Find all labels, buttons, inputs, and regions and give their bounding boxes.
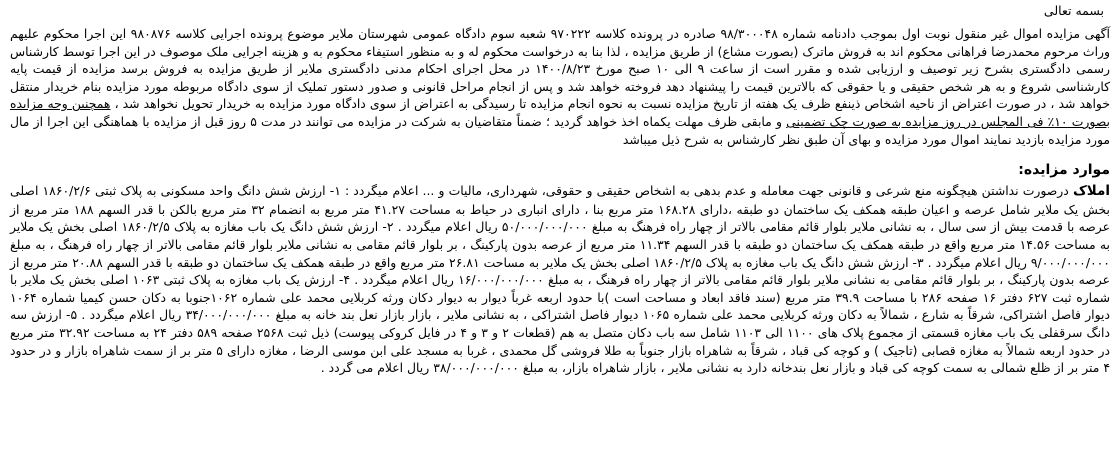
- intro-underlined-text: همچنین وجه مزایده بصورت ۱۰٪ فی المجلس در روز مزایده به صورت چک تضمینی: [10, 96, 1110, 129]
- auction-items-paragraph: [10, 182, 1110, 377]
- section-title: موارد مزایده:: [1018, 162, 1110, 179]
- intro-paragraph: [10, 25, 1110, 148]
- intro-text-part2: و مابقی ظرف مهلت یکماه اخذ خواهد گردید ؛ ضمناً متقاضیان به شرکت در مزایده می توانند در مدت ۵ روز قبل از مزایده با هماهنگی این اجرا از مال مورد مزایده بازدید نمایند اموال مورد مزایده و بهای آن طبق نظر کارشناس به شرح ذیل میباشد: [10, 113, 1110, 147]
- auction-items-text: درصورت نداشتن هیچگونه منع شرعی و قانونی جهت معامله و عدم بدهی به اشخاص حقیقی و حقوقی، شهرداری، مالیات و ... اعلام میگردد : ۱- ارزش شش دانگ واحد مسکونی به پلاک ثبتی ۱۸۶۰/۲/۶ اصلی بخش یک ملایر شامل عرصه و اعیان طبقه همکف یک ساختمان دو طبقه ،دارای ۱۶۸.۲۸ متر مربع بنا ، دارای انباری در حیاط به مساحت ۴۱.۲۷ متر مربع به انضمام ۳۲ متر مربع بالکن با قدر السهم ۱۸۸ متر مربع از عرصه با قدمت بیش از سی سال ، به نشانی ملایر بلوار قائم مقامی بالاتر از چهار راه فرهنگ به مبلغ ۵۰/۰۰۰/۰۰۰/۰۰۰ ریال اعلام میگردد . ۲- ارزش شش دانگ یک باب مغازه به پلاک ۱۸۶۰/۲/۵ اصلی بخش یک ملایر به مساحت ۱۴.۵۶ متر مربع واقع در طبقه همکف یک ساختمان دو طبقه با قدر السهم ۱۱.۳۴ متر مربع از عرصه بدون پارکینگ ، بر بلوار قائم مقامی به نشانی ملایر بلوار قائم مقامی بالاتر از چهار راه فرهنگ ، به مبلغ ۹/۰۰۰/۰۰۰/۰۰۰ ریال اعلام میگردد . ۳- ارزش شش دانگ یک باب مغازه به پلاک ۱۸۶۰/۲/۵ اصلی بخش یک ملایر به مساحت ۲۶.۸۱ متر مربع واقع در طبقه همکف یک ساختمان دو طبقه با قدر السهم ۲۰.۸۸ متر مربع از عرصه بدون پارکینگ ، بر بلوار قائم مقامی به نشانی ملایر بلوار قائم مقامی بالاتر از چهار راه فرهنگ ، به مبلغ ۱۶/۰۰۰/۰۰۰/۰۰۰ ریال اعلام میگردد . ۴- ارزش یک باب مغازه به پلاک ثبتی ۱۰۶۳ اصلی بخش یک ملایر با شماره ثبت ۶۲۷ دفتر ۱۶ صفحه ۲۸۶ با مساحت ۳۹.۹ متر مربع (سند فاقد ابعاد و مساحت است )با حدود اربعه غرباً دیوار به دیوار دکان ورثه کربلایی محمد علی شماره ۱۰۶۲جنوبا به دکان حسن کیمیا شماره ۱۰۶۴ دیوار فاصل اشتراکی، شرقاً به شارع ، شمالاً به دکان ورثه کربلایی محمد علی شماره ۱۰۶۵ دیوار فاصل اشتراکی ، به نشانی ملایر ، بازار بازار نعل بند خانه به مبلغ ۳۴/۰۰۰/۰۰۰/۰۰۰ ریال اعلام میگردد . ۵- ارزش سه دانگ سرقفلی یک باب مغازه قسمتی از مجموع پلاک های ۱۱۰۰ الی ۱۱۰۳ شامل سه باب دکان متصل به هم (قطعات ۲ و ۳ و ۴ در فایل کروکی پیوست) ذیل ثبت ۲۵۶۸ صفحه ۵۸۹ دفتر ۲۴ به مساحت ۳۲.۹۲ متر مربع در حدود اربعه شمالاً به مغازه قصابی (تاجیک ) و کوچه کی قباد ، شرقاً به شاهراه بازار جنوباً به طلا فروشی گل محمدی ، غربا به مسجد علی ابن موسی الرضا ، مغازه دارای ۵ متر بر از سمت شاهراه بازار و در حدود ۴ متر بر از ظلع شمالی به سمت کوچه کی قباد و بازار نعل بندخانه دارد به نشانی ملایر ، بازار شاهراه بازار، به مبلغ ۳۸/۰۰۰/۰۰۰/۰۰۰ ریال اعلام می گردد .: [10, 183, 1110, 376]
- intro-text-part1: آگهی مزایده اموال غیر منقول نوبت اول بموجب دادنامه شماره ۹۸/۳۰۰۰۴۸ صادره در پرونده کلاسه ۹۷۰۲۲۲ شعبه سوم دادگاه عمومی شهرستان ملایر موضوع پرونده اجرایی کلاسه ۹۸۰۸۷۶ این اجرا محکوم علیهم وراث مرحوم محمدرضا فراهانی محکوم اند به فروش ماترک (بصورت مشاع) از طریق مزایده ، لذا بنا به درخواست محکوم له و به منظور استیفاء محکوم به و هزینه اجرایی ملک موصوف در این اجرا توسط کارشناس رسمی دادگستری بشرح زیر توصیف و ارزیابی شده و مقرر است از ساعت ۹ الی ۱۰ صبح مورخ ۱۴۰۰/۸/۲۳ در محل اجرای احکام مدنی دادگستری ملایر از طریق مزایده به فروش برسد مزایده از قیمت پایه کارشناسی شروع و به هر شخص حقیقی و یا حقوقی که بالاترین قیمت را پیشنهاد دهد فروخته خواهد شد و پس از انجام مراحل قانونی و صدور دستور تملیک از سوی دادگاه مربوطه مورد مزایده بنام خریدار منتقل خواهد شد ، در صورت اعتراض از ناحیه اشخاص ذینفع ظرف یک هفته از تاریخ مزایده نسبت به نحوه انجام مزایده تا رسیدگی به اعتراض از سوی دادگاه مورد مزایده به خریدار تحویل نخواهد شد ،: [10, 26, 1111, 112]
- basmala-heading: بسمه تعالی: [1043, 3, 1104, 18]
- auction-items-lead: املاک: [1072, 183, 1110, 200]
